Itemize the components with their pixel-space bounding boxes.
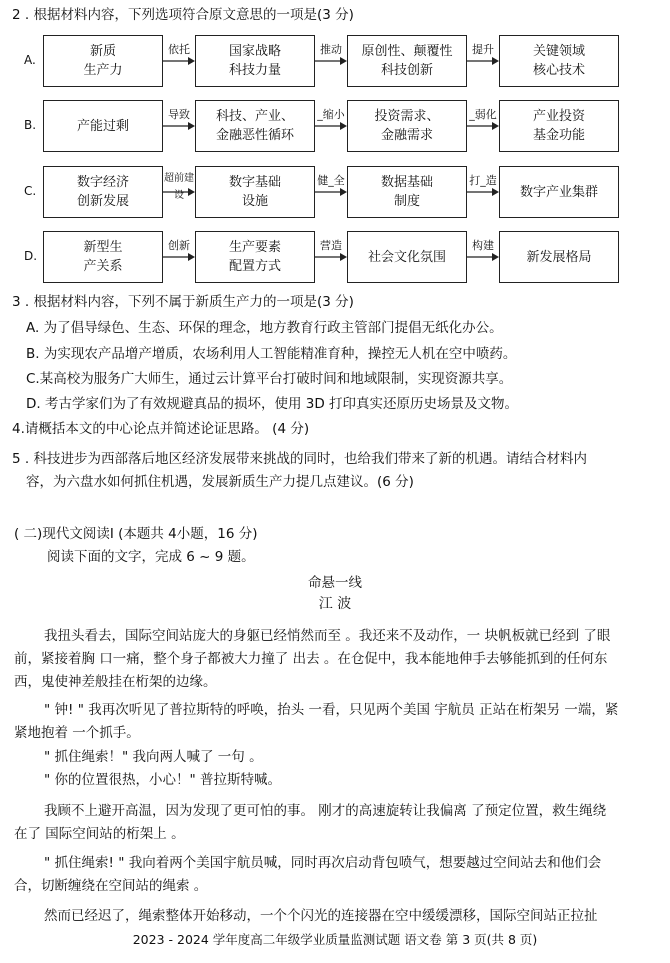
box-text-line: 数字基础 [228,175,281,190]
q2-row-c-box-2 [195,166,315,218]
box-text-line: 原创性、颠覆性 [361,44,453,59]
box-text-line: 设施 [241,194,268,209]
q2-row-b-link-3: _弱化 [469,108,497,121]
q3-option-a: A. 为了倡导绿色、生态、环保的理念，地方教育行政主管部门提倡无纸化办公。 [26,320,503,336]
q2-row-a-box-1 [43,35,163,87]
box-text-line: 社会文化氛围 [367,249,446,265]
arrow-right-icon [163,251,195,263]
q2-row-c-box-3 [347,166,467,218]
box-text-line: 投资需求、 [374,109,440,124]
q2-row-c-link-1: 超前建设 [164,173,194,201]
q2-row-a-link-2: 推动 [320,43,342,56]
arrow-right-icon [467,120,499,132]
box-text-line: 新质 [89,44,116,59]
q2-row-b-box-1 [43,100,163,152]
q2-row-d-box-1 [43,231,163,283]
arrow-right-icon [315,55,347,67]
q2-row-a-link-1: 依托 [168,43,190,56]
passage-line: 然而已经迟了，绳索整体开始移动，一个个闪光的连接器在空中缓缓漂移，国际空间站正拉扯 [44,908,598,924]
box-text-line: 生产力 [83,63,123,78]
q5-line2: 容，为六盘水如何抓住机遇，发展新质生产力提几点建议。(6 分) [26,474,414,490]
passage-line: " 抓住绳索！" 我向两人喊了 一句 。 [44,749,263,765]
page-footer: 2023 - 2024 学年度高二年级学业质量监测试题 语文卷 第 3 页(共 8 页) [132,932,538,947]
q2-row-b-box-4 [499,100,619,152]
box-text-line: 数字经济 [76,175,129,190]
passage-line: " 抓住绳索! " 我向着两个美国宇航员喊，同时再次启动背包喷气，想要越过空间站去和他们会 [44,855,602,871]
box-text-line: 科技、产业、 [215,109,294,124]
box-text-line: 数字产业集群 [519,184,598,200]
passage-line: 合，切断缠绕在空间站的绳索 。 [14,878,208,894]
q2-row-d-box-4 [499,231,619,283]
box-text-line: 新型生 [83,240,123,255]
passage-author: 江 波 [318,596,352,612]
q2-row-d-box-2 [195,231,315,283]
q2-row-a-box-3 [347,35,467,87]
box-text-line: 科技力量 [228,63,281,78]
box-text-line: 生产要素 [228,240,281,255]
arrow-right-icon [315,186,347,198]
arrow-right-icon [467,251,499,263]
passage-line: 前，紧接着胸 口一痛，整个身子都被大力撞了 出去 。在仓促中，我本能地伸手去够能抓到的任何东 [14,651,608,667]
q2-row-a-letter: A. [24,53,36,67]
q2-row-c-link-3: 打_造 [469,174,497,187]
q2-row-b-link-1: 导致 [168,108,190,121]
passage-line: 我扭头看去，国际空间站庞大的身躯已经悄然而至 。我还来不及动作，一 块帆板就已经到 了眼 [44,628,611,644]
arrow-right-icon [315,251,347,263]
q2-row-d-link-2: 营造 [320,239,342,252]
box-text-line: 数据基础 [380,175,433,190]
q2-row-c-box-4 [499,166,619,218]
box-text-line: 金融需求 [380,128,433,143]
passage-line: " 你的位置很热，小心！" 普拉斯特喊。 [44,772,282,788]
q5-line1: 5 . 科技进步为西部落后地区经济发展带来挑战的同时，也给我们带来了新的机遇。请结合材料内 [12,451,587,467]
passage-title: 命悬一线 [308,575,362,591]
reading-instruction: 阅读下面的文字，完成 6 ~ 9 题。 [47,549,255,565]
arrow-right-icon [163,55,195,67]
box-text-line: 关键领域 [532,44,585,59]
q2-row-c-box-1 [43,166,163,218]
q2-row-a-box-2 [195,35,315,87]
q2-stem: 2 . 根据材料内容，下列选项符合原文意思的一项是(3 分) [12,7,354,23]
box-text-line: 核心技术 [532,63,585,78]
box-text-line: 产业投资 [532,109,585,124]
box-text-line: 科技创新 [380,63,433,78]
q3-stem: 3 . 根据材料内容，下列不属于新质生产力的一项是(3 分) [12,294,354,310]
q2-row-d-link-3: 构建 [472,239,494,252]
box-text-line: 创新发展 [76,194,129,209]
q2-row-c-letter: C. [24,184,37,198]
passage-line: 我顾不上避开高温，因为发现了更可怕的事。 刚才的高速旋转让我偏离 了预定位置，救生绳绕 [44,803,607,819]
q2-row-b-box-3 [347,100,467,152]
q2-row-b-box-2 [195,100,315,152]
box-text-line: 新发展格局 [526,249,592,265]
arrow-right-icon [467,55,499,67]
q2-row-d-letter: D. [24,249,38,263]
passage-line: 紧地抱着 一个抓手。 [14,725,140,741]
q2-row-c-link-2: 健_全 [317,174,345,187]
q2-row-a-box-4 [499,35,619,87]
box-text-line: 国家战略 [228,44,281,59]
box-text-line: 配置方式 [228,259,281,274]
q4-stem: 4.请概括本文的中心论点并简述论证思路。 (4 分) [12,421,310,437]
passage-line: 在了 国际空间站的桁架上 。 [14,826,185,842]
arrow-right-icon [467,186,499,198]
box-text-line: 制度 [393,194,420,209]
q3-option-c: C.某高校为服务广大师生，通过云计算平台打破时间和地域限制，实现资源共享。 [26,371,513,387]
q2-row-b-letter: B. [24,118,37,132]
q2-row-b-link-2: _缩小 [317,108,345,121]
passage-line: 西，鬼使神差般挂在桁架的边缘。 [14,674,217,690]
box-text-line: 产关系 [83,259,123,274]
q2-row-d-link-1: 创新 [168,239,190,252]
passage-line: " 钟! " 我再次听见了普拉斯特的呼唤，抬头 一看，只见两个美国 宇航员 正站在桁架另 一端，紧 [44,702,619,718]
arrow-right-icon [315,120,347,132]
q3-option-b: B. 为实现农产品增产增质，农场利用人工智能精准育种，操控无人机在空中喷药。 [26,346,517,362]
box-text-line: 产能过剩 [76,118,129,134]
q3-option-d: D. 考古学家们为了有效规避真品的损坏，使用 3D 打印真实还原历史场景及文物。 [26,396,519,412]
arrow-right-icon [163,120,195,132]
box-text-line: 基金功能 [532,128,585,143]
section-heading: ( 二)现代文阅读I (本题共 4小题，16 分) [14,526,258,542]
q2-row-a-link-3: 提升 [472,43,494,56]
box-text-line: 金融恶性循环 [215,128,294,143]
q2-row-d-box-3 [347,231,467,283]
